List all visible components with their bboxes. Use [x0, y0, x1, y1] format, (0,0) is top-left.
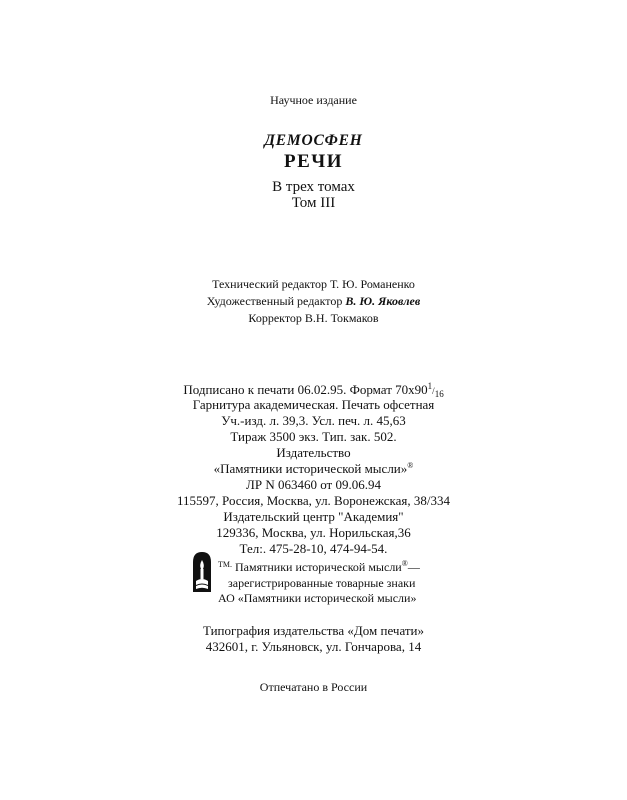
- publisher-name-line: [0, 462, 627, 475]
- format-denominator: 16: [434, 389, 444, 399]
- printer-address-line: 432601, г. Ульяновск, ул. Гончарова, 14: [205, 639, 422, 654]
- art-editor-line: [0, 295, 627, 307]
- proofreader-label: Корректор: [248, 311, 302, 325]
- tm-mark: TM.: [218, 560, 232, 569]
- book-title: РЕЧИ: [283, 151, 343, 172]
- trademark-line-1: [218, 556, 420, 576]
- format-numerator: 1: [427, 381, 433, 391]
- printer-name-line: Типография издательства «Дом печати»: [202, 623, 425, 638]
- tech-editor-name: Т. Ю. Романенко: [330, 277, 415, 291]
- series-label: Научное издание: [270, 93, 357, 107]
- publisher-name: «Памятники исторической мысли»: [213, 461, 408, 476]
- address-line-2: 129336, Москва, ул. Норильская,36: [216, 525, 411, 540]
- art-editor-label: Художественный редактор: [206, 294, 343, 308]
- license-line: ЛР N 063460 от 09.06.94: [246, 477, 381, 492]
- publisher-label: Издательство: [276, 445, 351, 460]
- trademark-name: Памятники исторической мысли: [235, 560, 402, 574]
- publisher-logo: [191, 551, 213, 593]
- signed-date: Подписано к печати 06.02.95. Формат 70х90: [183, 382, 428, 397]
- tech-editor-line: [0, 278, 627, 290]
- volumes-note: В трех томах: [272, 179, 355, 195]
- proofreader-line: [0, 312, 627, 324]
- printed-in-russia: Отпечатано в России: [259, 680, 368, 694]
- format-fraction: 1/16: [427, 381, 444, 399]
- volume-number: Том III: [291, 195, 336, 211]
- proofreader-name: В.Н. Токмаков: [304, 311, 379, 325]
- registered-mark: ®: [407, 461, 414, 470]
- address-line-1: 115597, Россия, Москва, ул. Воронежская, 38/334: [177, 493, 450, 508]
- phones-line: Тел:. 475-28-10, 474-94-54.: [239, 541, 388, 556]
- author-name: ДЕМОСФЕН: [264, 132, 363, 149]
- trademark-notice: [218, 556, 420, 607]
- art-editor-name: В. Ю. Яковлев: [345, 294, 421, 308]
- trademark-registered-mark: ®: [401, 559, 408, 568]
- tech-editor-label: Технический редактор: [212, 277, 328, 291]
- trademark-line-3: АО «Памятники исторической мысли»: [218, 591, 417, 605]
- print-run-line: Тираж 3500 экз. Тип. зак. 502.: [230, 429, 397, 444]
- sheets-line: Уч.-изд. л. 39,3. Усл. печ. л. 45,63: [221, 413, 406, 428]
- publishing-center-line: Издательский центр "Академия": [223, 509, 404, 524]
- trademark-dash: —: [407, 560, 420, 574]
- trademark-line-2: зарегистрированные товарные знаки: [228, 575, 416, 590]
- typeface-line: Гарнитура академическая. Печать офсетная: [192, 397, 435, 412]
